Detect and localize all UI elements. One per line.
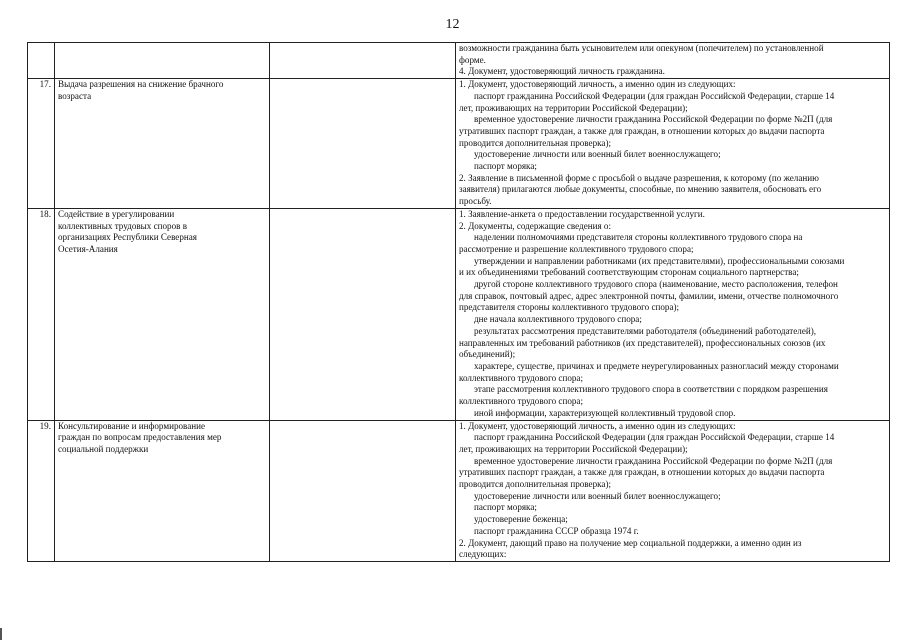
document-line: паспорт гражданина Российской Федерации (для граждан Российской Федерации, старше 14 xyxy=(474,432,835,443)
service-name-line: Осетия-Алания xyxy=(58,243,118,254)
required-documents-cell xyxy=(456,43,890,79)
required-documents-cell xyxy=(456,79,890,209)
document-line: наделении полномочиями представителя стороны коллективного трудового спора на xyxy=(474,232,803,243)
document-line: 4. Документ, удостоверяющий личность гражданина. xyxy=(459,66,665,77)
document-line: другой стороне коллективного трудового спора (наименование, место расположения, телефон xyxy=(474,279,838,290)
row-number: 17. xyxy=(28,79,55,209)
document-line: утверждении и направлении работниками (их представителями), профессиональными союзами xyxy=(474,255,845,266)
document-line: объединений); xyxy=(459,349,516,360)
document-line: проводится дополнительная проверка); xyxy=(459,479,611,490)
document-line: форме. xyxy=(459,54,486,65)
document-line: временное удостоверение личности гражданина Российской Федерации по форме №2П (для xyxy=(474,114,833,125)
service-name-cell xyxy=(55,79,270,209)
row-number xyxy=(28,43,55,79)
document-line: и их объединениями требований соответствующим сторонам социального партнерства; xyxy=(459,267,799,278)
page-number: 12 xyxy=(445,17,460,32)
document-line: удостоверение беженца; xyxy=(474,514,568,525)
document-line: утративших паспорт граждан, а также для граждан, в отношении которых до выдачи паспорта xyxy=(459,467,825,478)
document-line: утративших паспорт граждан, а также для граждан, в отношении которых до выдачи паспорта xyxy=(459,125,825,136)
empty-cell xyxy=(270,43,456,79)
empty-cell xyxy=(270,79,456,209)
service-name-line: возраста xyxy=(58,90,92,101)
document-line: 1. Документ, удостоверяющий личность, а именно один из следующих: xyxy=(459,420,736,431)
document-line: этапе рассмотрения коллективного трудового спора в соответствии с порядком разрешения xyxy=(474,384,828,395)
document-line: 1. Заявление-анкета о предоставлении государственной услуги. xyxy=(459,208,705,219)
document-line: представителя стороны коллективного трудового спора); xyxy=(459,302,680,313)
empty-cell xyxy=(270,208,456,420)
service-name-line: организациях Республики Северная xyxy=(58,232,197,243)
table-row xyxy=(28,43,890,79)
service-name-line: Консультирование и информирование xyxy=(58,420,206,431)
service-name-cell xyxy=(55,208,270,420)
document-line: лет, проживающих на территории Российской Федерации); xyxy=(459,102,688,113)
document-line: иной информации, характеризующей коллективный трудовой спор. xyxy=(474,407,736,418)
service-name-line: социальной поддержки xyxy=(58,443,149,454)
row-number: 18. xyxy=(28,208,55,420)
document-line: рассмотрение и разрешение коллективного трудового спора; xyxy=(459,243,694,254)
document-line: заявителя) прилагаются любые документы, способные, по мнению заявителя, обосновать его xyxy=(459,184,822,195)
document-line: коллективного трудового спора; xyxy=(459,396,583,407)
service-name-line: Содействие в урегулировании xyxy=(58,208,175,219)
document-line: 2. Заявление в письменной форме с просьбой о выдаче разрешения, к которому (по желанию xyxy=(459,172,819,183)
services-table xyxy=(27,42,890,562)
document-line: 1. Документ, удостоверяющий личность, а именно один из следующих: xyxy=(459,79,736,90)
required-documents-cell xyxy=(456,208,890,420)
document-line: характере, существе, причинах и предмете неурегулированных разногласий между сторонами xyxy=(474,360,839,371)
document-line: возможности гражданина быть усыновителем или опекуном (попечителем) по установленной xyxy=(459,43,824,53)
document-line: удостоверение личности или военный билет военнослужащего; xyxy=(474,490,721,501)
service-name-line: Выдача разрешения на снижение брачного xyxy=(58,79,224,90)
document-line: проводится дополнительная проверка); xyxy=(459,137,611,148)
document-line: дне начала коллективного трудового спора; xyxy=(474,314,642,325)
document-line: паспорт моряка; xyxy=(474,161,537,172)
document-line: направленных им требований работников (их представителей), профессиональных союзов (их xyxy=(459,337,826,348)
document-line: паспорт моряка; xyxy=(474,502,537,513)
document-line: лет, проживающих на территории Российской Федерации); xyxy=(459,443,688,454)
document-line: временное удостоверение личности гражданина Российской Федерации по форме №2П (для xyxy=(474,455,833,466)
document-line: результатах рассмотрения представителями работодателя (объединений работодателей), xyxy=(474,325,817,336)
service-name-line: коллективных трудовых споров в xyxy=(58,220,188,231)
row-number: 19. xyxy=(28,420,55,561)
document-line: следующих: xyxy=(459,549,507,560)
empty-cell xyxy=(270,420,456,561)
scan-edge-mark xyxy=(0,628,2,640)
table-row xyxy=(28,79,890,209)
document-line: 2. Документы, содержащие сведения о: xyxy=(459,220,611,231)
required-documents-cell xyxy=(456,420,890,561)
document-line: удостоверение личности или военный билет военнослужащего; xyxy=(474,149,721,160)
service-name-cell xyxy=(55,43,270,79)
document-line: коллективного трудового спора; xyxy=(459,372,583,383)
table-row xyxy=(28,420,890,561)
service-name-cell xyxy=(55,420,270,561)
document-line: 2. Документ, дающий право на получение мер социальной поддержки, а именно один из xyxy=(459,537,802,548)
service-name-line: граждан по вопросам предоставления мер xyxy=(58,432,222,443)
document-line: паспорт гражданина Российской Федерации (для граждан Российской Федерации, старше 14 xyxy=(474,90,835,101)
table-row xyxy=(28,208,890,420)
document-line: для справок, почтовый адрес, адрес электронной почты, фамилии, имени, отчестве полномочного xyxy=(459,290,839,301)
document-line: паспорт гражданина СССР образца 1974 г. xyxy=(474,525,639,536)
document-line: просьбу. xyxy=(459,196,492,207)
